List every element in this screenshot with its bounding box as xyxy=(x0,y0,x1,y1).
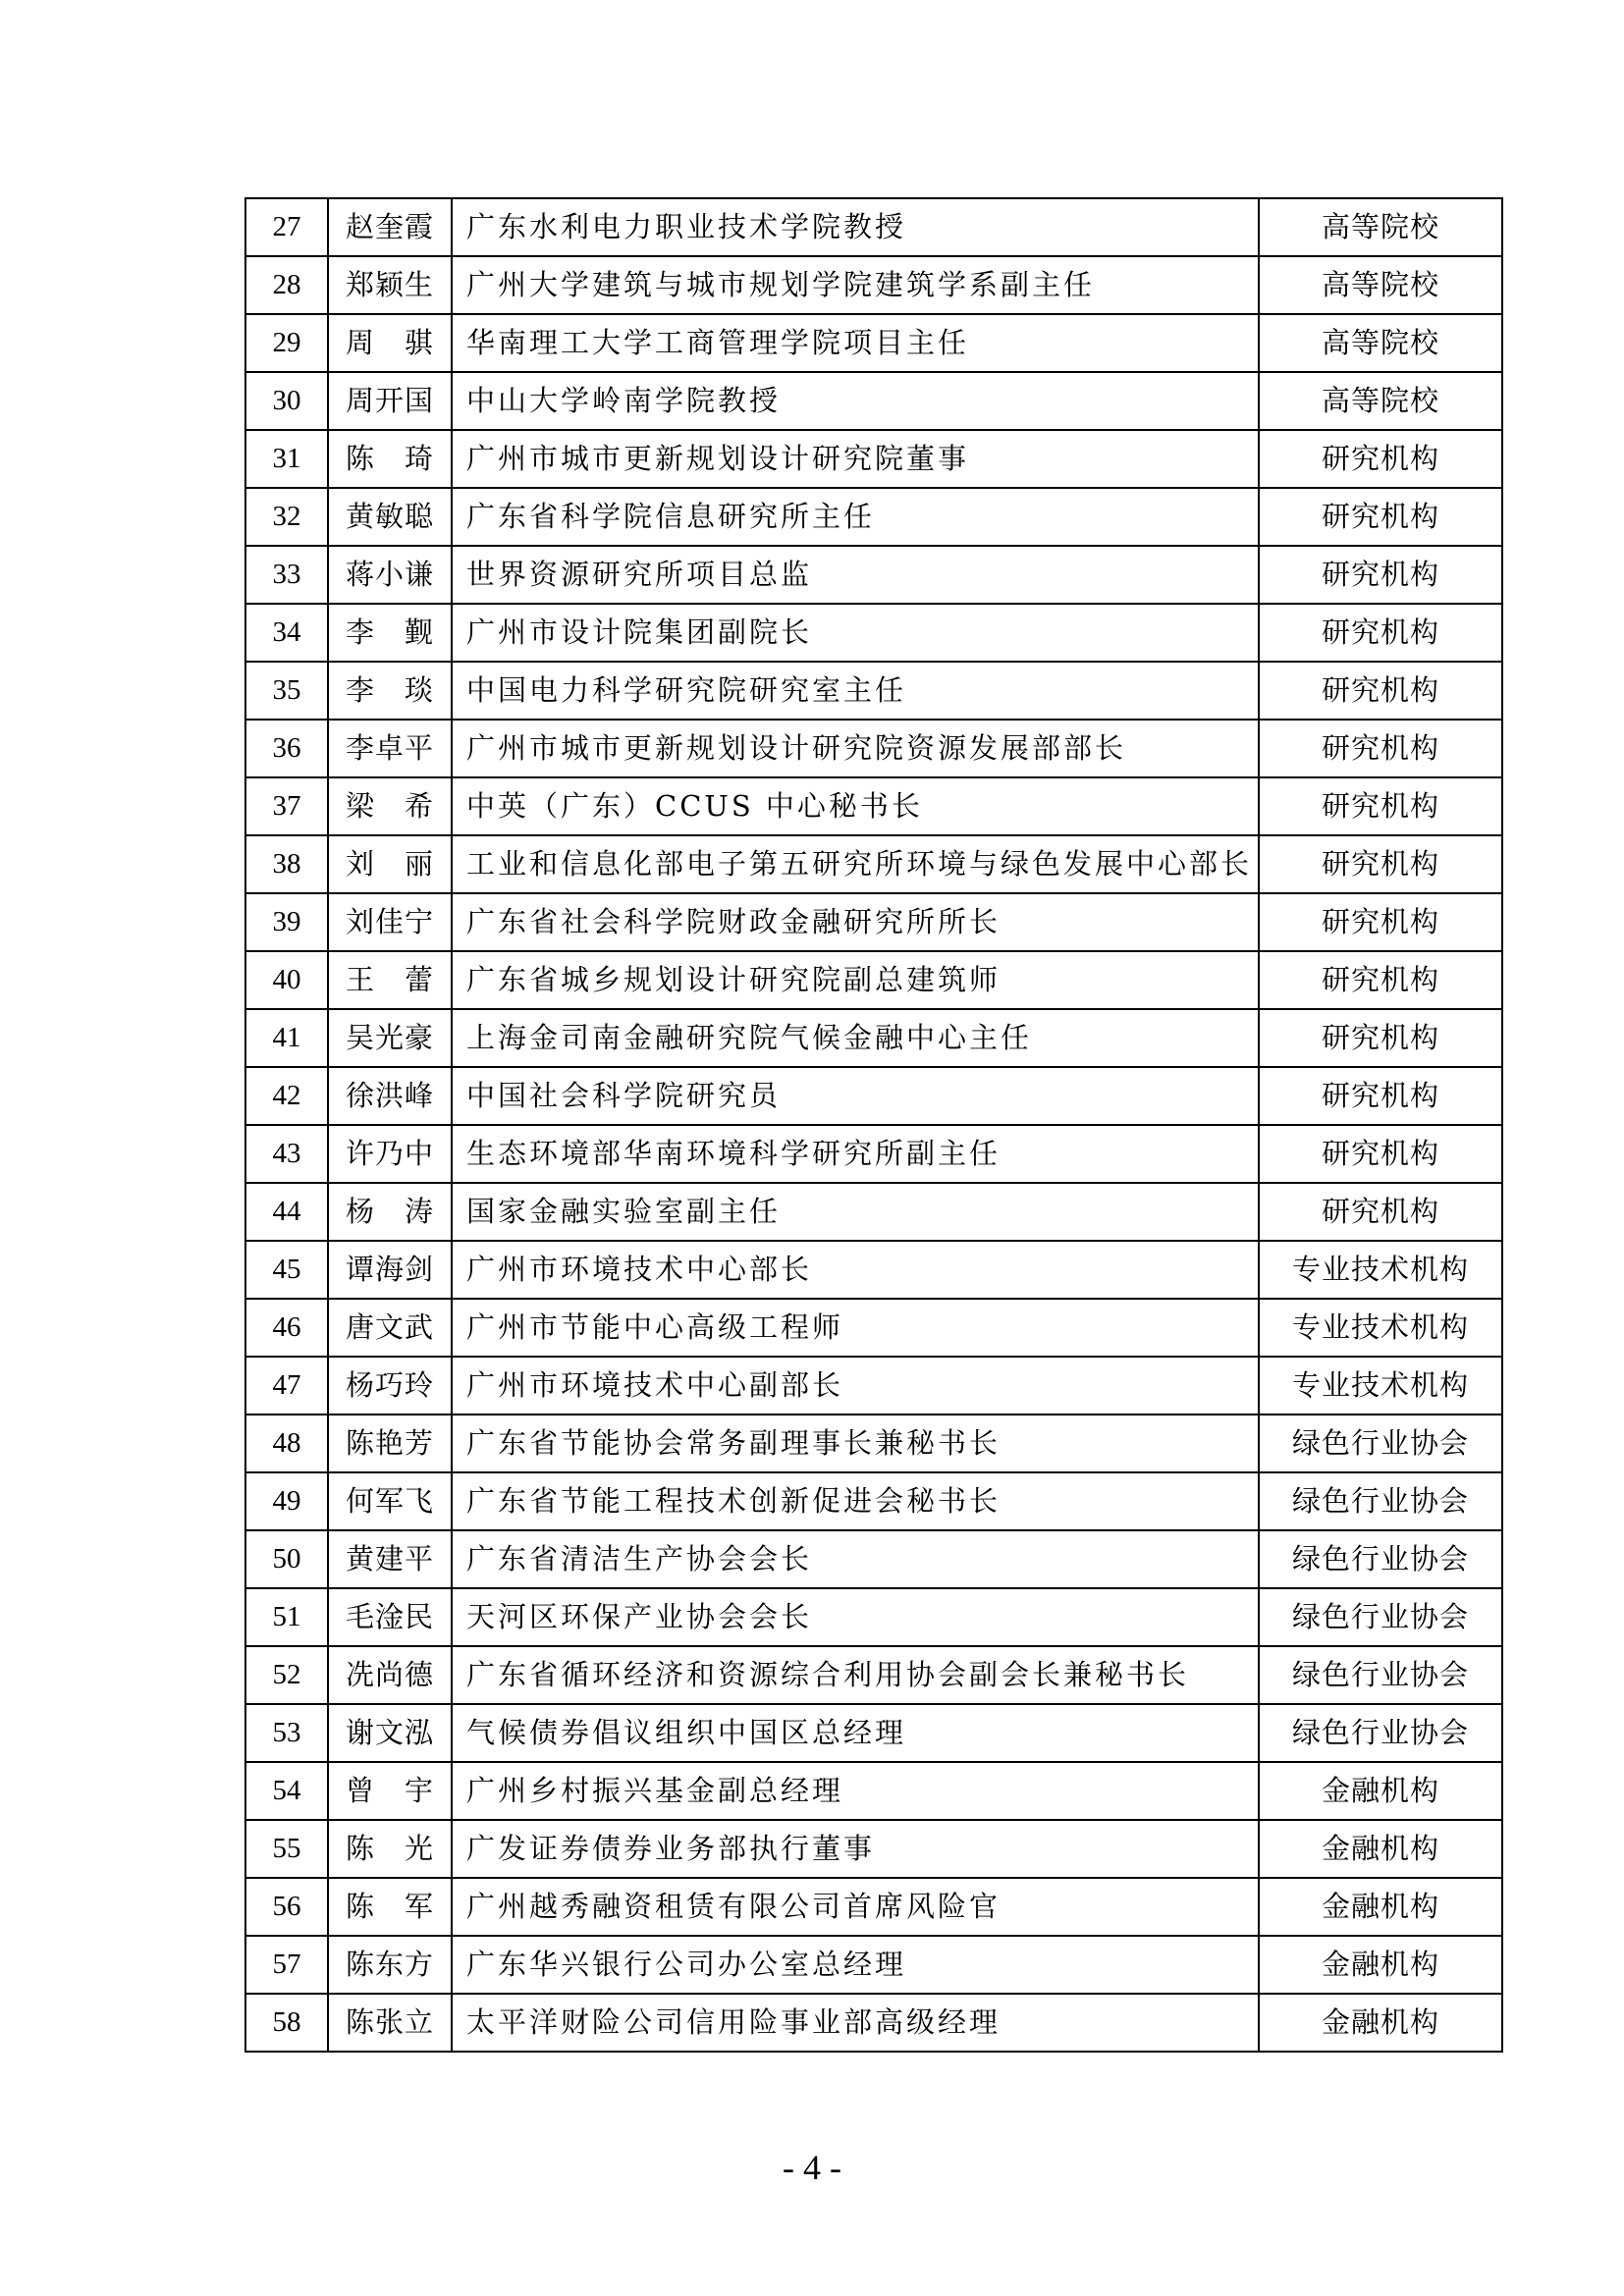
position-title-cell: 广东省循环经济和资源综合利用协会副会长兼秘书长 xyxy=(452,1646,1259,1704)
category-cell: 金融机构 xyxy=(1259,1878,1502,1936)
expert-roster-table xyxy=(244,197,1503,2053)
row-number-cell: 32 xyxy=(245,488,328,546)
person-name-cell: 吴光豪 xyxy=(328,1009,452,1067)
position-title-cell: 广东省城乡规划设计研究院副总建筑师 xyxy=(452,951,1259,1009)
category-cell: 研究机构 xyxy=(1259,604,1502,662)
row-number-cell: 31 xyxy=(245,430,328,488)
category-cell: 高等院校 xyxy=(1259,256,1502,314)
position-title-cell: 广州市节能中心高级工程师 xyxy=(452,1299,1259,1357)
position-title-cell: 广发证券债券业务部执行董事 xyxy=(452,1820,1259,1878)
position-title-cell: 广州市环境技术中心部长 xyxy=(452,1241,1259,1299)
category-cell: 绿色行业协会 xyxy=(1259,1588,1502,1646)
person-name-cell: 杨巧玲 xyxy=(328,1357,452,1415)
position-title-cell: 广东省社会科学院财政金融研究所所长 xyxy=(452,893,1259,951)
category-cell: 研究机构 xyxy=(1259,662,1502,720)
position-title-cell: 广东水利电力职业技术学院教授 xyxy=(452,198,1259,256)
row-number-cell: 36 xyxy=(245,720,328,777)
row-number-cell: 38 xyxy=(245,835,328,893)
person-name-cell: 赵奎霞 xyxy=(328,198,452,256)
row-number-cell: 51 xyxy=(245,1588,328,1646)
person-name-cell: 李卓平 xyxy=(328,720,452,777)
category-cell: 研究机构 xyxy=(1259,1125,1502,1183)
table-row xyxy=(245,604,1502,662)
row-number-cell: 54 xyxy=(245,1762,328,1820)
roster-table-body xyxy=(245,198,1502,2052)
category-cell: 研究机构 xyxy=(1259,430,1502,488)
position-title-cell: 广东省节能协会常务副理事长兼秘书长 xyxy=(452,1415,1259,1472)
position-title-cell: 广州市设计院集团副院长 xyxy=(452,604,1259,662)
category-cell: 研究机构 xyxy=(1259,546,1502,604)
person-name-cell: 刘佳宁 xyxy=(328,893,452,951)
row-number-cell: 46 xyxy=(245,1299,328,1357)
row-number-cell: 49 xyxy=(245,1472,328,1530)
position-title-cell: 中国电力科学研究院研究室主任 xyxy=(452,662,1259,720)
person-name-cell: 徐洪峰 xyxy=(328,1067,452,1125)
row-number-cell: 42 xyxy=(245,1067,328,1125)
person-name-cell: 黄建平 xyxy=(328,1530,452,1588)
table-row xyxy=(245,1009,1502,1067)
row-number-cell: 53 xyxy=(245,1704,328,1762)
position-title-cell: 广州大学建筑与城市规划学院建筑学系副主任 xyxy=(452,256,1259,314)
row-number-cell: 33 xyxy=(245,546,328,604)
position-title-cell: 广州市城市更新规划设计研究院资源发展部部长 xyxy=(452,720,1259,777)
category-cell: 金融机构 xyxy=(1259,1762,1502,1820)
row-number-cell: 37 xyxy=(245,777,328,835)
category-cell: 高等院校 xyxy=(1259,314,1502,372)
position-title-cell: 广州乡村振兴基金副总经理 xyxy=(452,1762,1259,1820)
table-row xyxy=(245,835,1502,893)
position-title-cell: 生态环境部华南环境科学研究所副主任 xyxy=(452,1125,1259,1183)
person-name-cell: 陈张立 xyxy=(328,1994,452,2052)
position-title-cell: 中英（广东）CCUS 中心秘书长 xyxy=(452,777,1259,835)
table-row xyxy=(245,893,1502,951)
person-name-cell: 刘 丽 xyxy=(328,835,452,893)
row-number-cell: 47 xyxy=(245,1357,328,1415)
person-name-cell: 谢文泓 xyxy=(328,1704,452,1762)
person-name-cell: 曾 宇 xyxy=(328,1762,452,1820)
table-row xyxy=(245,1994,1502,2052)
position-title-cell: 天河区环保产业协会会长 xyxy=(452,1588,1259,1646)
row-number-cell: 52 xyxy=(245,1646,328,1704)
table-row xyxy=(245,662,1502,720)
row-number-cell: 27 xyxy=(245,198,328,256)
table-row xyxy=(245,1357,1502,1415)
person-name-cell: 许乃中 xyxy=(328,1125,452,1183)
person-name-cell: 郑颖生 xyxy=(328,256,452,314)
position-title-cell: 中山大学岭南学院教授 xyxy=(452,372,1259,430)
table-row xyxy=(245,1936,1502,1994)
table-row xyxy=(245,1588,1502,1646)
table-row xyxy=(245,488,1502,546)
person-name-cell: 唐文武 xyxy=(328,1299,452,1357)
person-name-cell: 周 骐 xyxy=(328,314,452,372)
person-name-cell: 陈艳芳 xyxy=(328,1415,452,1472)
table-row xyxy=(245,430,1502,488)
row-number-cell: 58 xyxy=(245,1994,328,2052)
position-title-cell: 上海金司南金融研究院气候金融中心主任 xyxy=(452,1009,1259,1067)
category-cell: 研究机构 xyxy=(1259,777,1502,835)
table-row xyxy=(245,1762,1502,1820)
person-name-cell: 陈 光 xyxy=(328,1820,452,1878)
position-title-cell: 气候债券倡议组织中国区总经理 xyxy=(452,1704,1259,1762)
category-cell: 专业技术机构 xyxy=(1259,1299,1502,1357)
category-cell: 绿色行业协会 xyxy=(1259,1530,1502,1588)
position-title-cell: 国家金融实验室副主任 xyxy=(452,1183,1259,1241)
person-name-cell: 毛淦民 xyxy=(328,1588,452,1646)
table-row xyxy=(245,1820,1502,1878)
table-row xyxy=(245,1415,1502,1472)
row-number-cell: 48 xyxy=(245,1415,328,1472)
person-name-cell: 何军飞 xyxy=(328,1472,452,1530)
row-number-cell: 43 xyxy=(245,1125,328,1183)
position-title-cell: 华南理工大学工商管理学院项目主任 xyxy=(452,314,1259,372)
category-cell: 研究机构 xyxy=(1259,951,1502,1009)
row-number-cell: 30 xyxy=(245,372,328,430)
table-row xyxy=(245,1472,1502,1530)
person-name-cell: 黄敏聪 xyxy=(328,488,452,546)
table-row xyxy=(245,1183,1502,1241)
table-row xyxy=(245,777,1502,835)
category-cell: 金融机构 xyxy=(1259,1936,1502,1994)
category-cell: 研究机构 xyxy=(1259,1067,1502,1125)
person-name-cell: 陈 琦 xyxy=(328,430,452,488)
person-name-cell: 梁 希 xyxy=(328,777,452,835)
person-name-cell: 陈 军 xyxy=(328,1878,452,1936)
table-row xyxy=(245,720,1502,777)
row-number-cell: 55 xyxy=(245,1820,328,1878)
person-name-cell: 周开国 xyxy=(328,372,452,430)
category-cell: 专业技术机构 xyxy=(1259,1241,1502,1299)
category-cell: 绿色行业协会 xyxy=(1259,1472,1502,1530)
person-name-cell: 李 琰 xyxy=(328,662,452,720)
position-title-cell: 广东省节能工程技术创新促进会秘书长 xyxy=(452,1472,1259,1530)
person-name-cell: 冼尚德 xyxy=(328,1646,452,1704)
category-cell: 绿色行业协会 xyxy=(1259,1704,1502,1762)
row-number-cell: 34 xyxy=(245,604,328,662)
person-name-cell: 王 蕾 xyxy=(328,951,452,1009)
category-cell: 研究机构 xyxy=(1259,1183,1502,1241)
position-title-cell: 广东省清洁生产协会会长 xyxy=(452,1530,1259,1588)
position-title-cell: 广州市城市更新规划设计研究院董事 xyxy=(452,430,1259,488)
table-row xyxy=(245,198,1502,256)
person-name-cell: 杨 涛 xyxy=(328,1183,452,1241)
category-cell: 研究机构 xyxy=(1259,720,1502,777)
table-row xyxy=(245,951,1502,1009)
row-number-cell: 45 xyxy=(245,1241,328,1299)
table-row xyxy=(245,1067,1502,1125)
position-title-cell: 广州越秀融资租赁有限公司首席风险官 xyxy=(452,1878,1259,1936)
category-cell: 高等院校 xyxy=(1259,198,1502,256)
category-cell: 绿色行业协会 xyxy=(1259,1415,1502,1472)
category-cell: 金融机构 xyxy=(1259,1820,1502,1878)
row-number-cell: 44 xyxy=(245,1183,328,1241)
category-cell: 绿色行业协会 xyxy=(1259,1646,1502,1704)
position-title-cell: 工业和信息化部电子第五研究所环境与绿色发展中心部长 xyxy=(452,835,1259,893)
person-name-cell: 陈东方 xyxy=(328,1936,452,1994)
table-row xyxy=(245,1646,1502,1704)
position-title-cell: 广东华兴银行公司办公室总经理 xyxy=(452,1936,1259,1994)
category-cell: 专业技术机构 xyxy=(1259,1357,1502,1415)
position-title-cell: 太平洋财险公司信用险事业部高级经理 xyxy=(452,1994,1259,2052)
row-number-cell: 56 xyxy=(245,1878,328,1936)
position-title-cell: 世界资源研究所项目总监 xyxy=(452,546,1259,604)
row-number-cell: 40 xyxy=(245,951,328,1009)
position-title-cell: 广州市环境技术中心副部长 xyxy=(452,1357,1259,1415)
person-name-cell: 蒋小谦 xyxy=(328,546,452,604)
row-number-cell: 41 xyxy=(245,1009,328,1067)
row-number-cell: 29 xyxy=(245,314,328,372)
table-row xyxy=(245,314,1502,372)
table-row xyxy=(245,372,1502,430)
table-row xyxy=(245,1704,1502,1762)
table-row xyxy=(245,256,1502,314)
category-cell: 研究机构 xyxy=(1259,835,1502,893)
position-title-cell: 中国社会科学院研究员 xyxy=(452,1067,1259,1125)
category-cell: 研究机构 xyxy=(1259,488,1502,546)
person-name-cell: 李 觐 xyxy=(328,604,452,662)
category-cell: 金融机构 xyxy=(1259,1994,1502,2052)
row-number-cell: 39 xyxy=(245,893,328,951)
category-cell: 研究机构 xyxy=(1259,1009,1502,1067)
category-cell: 研究机构 xyxy=(1259,893,1502,951)
person-name-cell: 谭海剑 xyxy=(328,1241,452,1299)
table-row xyxy=(245,1530,1502,1588)
row-number-cell: 57 xyxy=(245,1936,328,1994)
row-number-cell: 28 xyxy=(245,256,328,314)
table-row xyxy=(245,1241,1502,1299)
row-number-cell: 35 xyxy=(245,662,328,720)
table-row xyxy=(245,1299,1502,1357)
page-number: - 4 - xyxy=(783,2148,841,2187)
row-number-cell: 50 xyxy=(245,1530,328,1588)
position-title-cell: 广东省科学院信息研究所主任 xyxy=(452,488,1259,546)
table-row xyxy=(245,546,1502,604)
table-row xyxy=(245,1125,1502,1183)
category-cell: 高等院校 xyxy=(1259,372,1502,430)
table-row xyxy=(245,1878,1502,1936)
